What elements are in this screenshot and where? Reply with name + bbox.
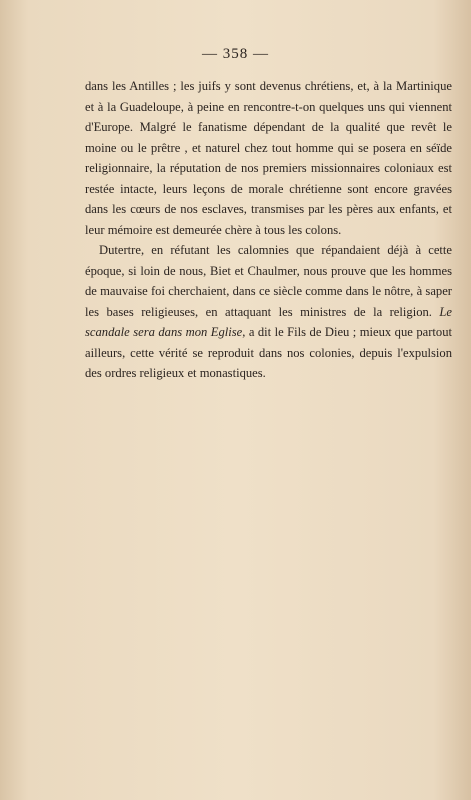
paragraph-2-text-b: , a dit le Fils de Dieu ; mieux que partout ailleurs, cette vérité se reproduit dans nos colonies, depuis l'expulsion des ordres religieux et monastiques. (85, 325, 452, 380)
paragraph-2 (85, 240, 452, 384)
paragraph-2-quote: Le scandale sera dans mon Eglise (85, 304, 452, 339)
body-text (85, 76, 452, 384)
paragraph-1-text: dans les Antilles ; les juifs y sont devenus chrétiens, et, à la Martinique et à la Guadeloupe, à peine en rencontre-t-on quelques uns qui viennent d'Europe. Malgré le fanatisme dépendant de la qualité que revêt le moine ou le prêtre , et naturel chez tout homme qui se posera en séïde religionnaire, la réputation de nos premiers missionnaires coloniaux est restée intacte, leurs leçons de morale chrétienne sont encore gravées dans les cœurs de nos esclaves, transmises par les pères aux enfants, et leur mémoire est demeurée chère à tous les colons. (85, 79, 452, 237)
paragraph-1 (85, 76, 452, 240)
page-number: — 358 — (202, 46, 269, 62)
paragraph-2-text-a: Dutertre, en réfutant les calomnies que répandaient déjà à cette époque, si loin de nous, Biet et Chaulmer, nous prouve que les hommes de mauvaise foi cherchaient, dans ce siècle comme dans le nôtre, à saper les bases religieuses, en attaquant les ministres de la religion. (85, 243, 452, 319)
